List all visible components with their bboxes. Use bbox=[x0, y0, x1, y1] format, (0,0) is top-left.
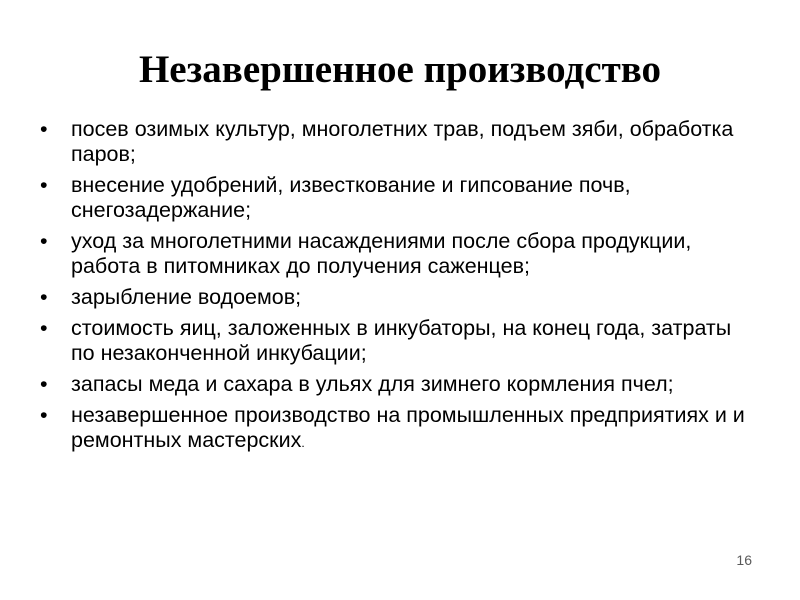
bullet-item bbox=[40, 173, 760, 223]
bullet-list bbox=[40, 117, 760, 462]
bullet-text: запасы меда и сахара в ульях для зимнего кормления пчел; bbox=[71, 372, 674, 396]
bullet-icon: • bbox=[40, 229, 48, 253]
bullet-item bbox=[40, 229, 760, 279]
bullet-text: стоимость яиц, заложенных в инкубаторы, на конец года, затраты по незаконченной инкубации; bbox=[71, 316, 732, 365]
bullet-item bbox=[40, 403, 760, 456]
bullet-item bbox=[40, 372, 760, 397]
bullet-item bbox=[40, 285, 760, 310]
bullet-icon: • bbox=[40, 173, 48, 197]
slide-title: Незавершенное производство bbox=[138, 48, 662, 91]
bullet-text: незавершенное производство на промышленных предприятиях и и ремонтных мастерских bbox=[71, 403, 745, 452]
trailing-period: . bbox=[301, 436, 305, 450]
bullet-icon: • bbox=[40, 316, 48, 340]
bullet-text: внесение удобрений, известкование и гипсование почв, снегозадержание; bbox=[71, 173, 631, 222]
bullet-item bbox=[40, 316, 760, 366]
bullet-item bbox=[40, 117, 760, 167]
bullet-icon: • bbox=[40, 403, 48, 427]
bullet-icon: • bbox=[40, 372, 48, 396]
bullet-text: посев озимых культур, многолетних трав, подъем зяби, обработка паров; bbox=[71, 117, 734, 166]
bullet-icon: • bbox=[40, 285, 48, 309]
page-number: 16 bbox=[736, 552, 752, 568]
bullet-text: уход за многолетними насаждениями после сбора продукции, работа в питомниках до получения саженцев; bbox=[71, 229, 692, 278]
bullet-text: зарыбление водоемов; bbox=[71, 285, 302, 309]
bullet-icon: • bbox=[40, 117, 48, 141]
